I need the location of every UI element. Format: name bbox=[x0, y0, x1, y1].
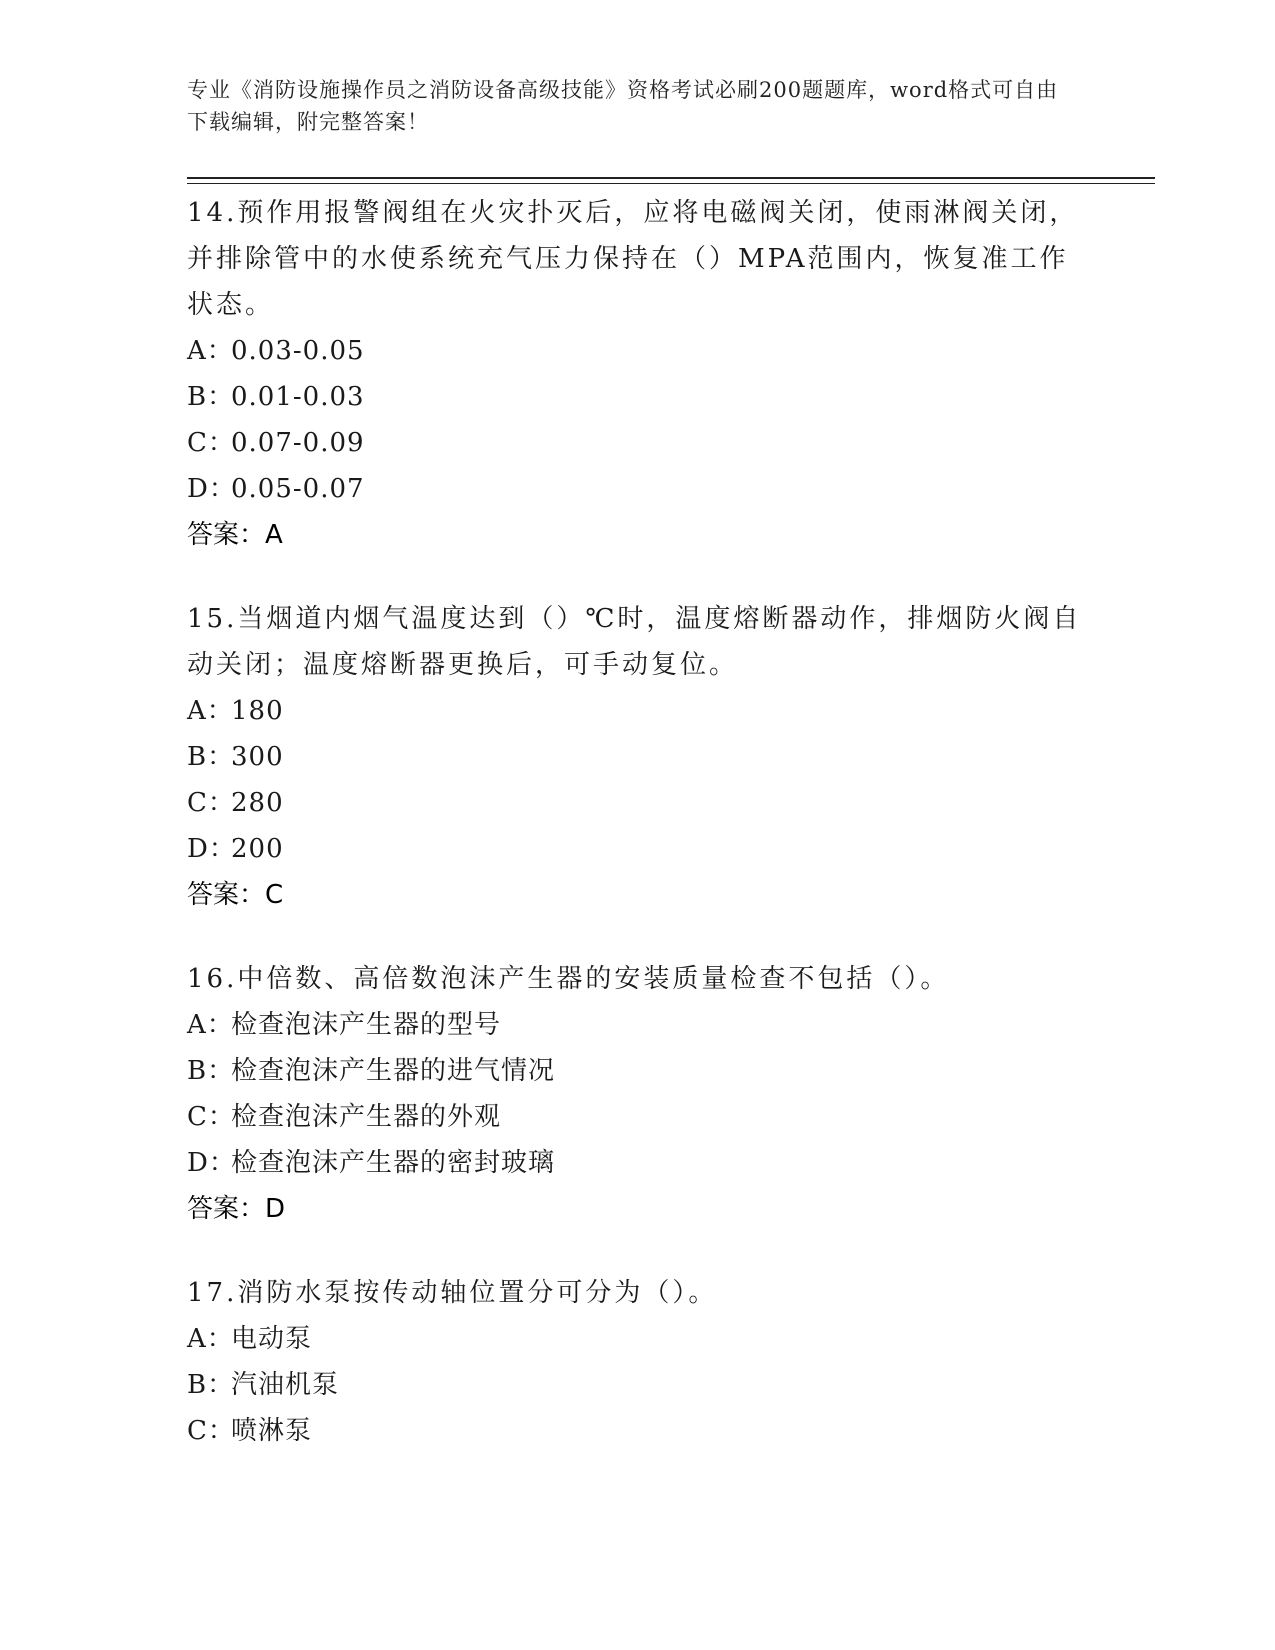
answer-line: 答案：C bbox=[187, 880, 284, 910]
option-text: 检查泡沫产生器的进气情况 bbox=[231, 1056, 556, 1086]
option-letter: B： bbox=[187, 382, 235, 412]
option-letter: B： bbox=[187, 1370, 235, 1400]
option-letter: C： bbox=[187, 1416, 235, 1446]
option-a bbox=[187, 688, 1087, 734]
option-text: 电动泵 bbox=[231, 1324, 313, 1354]
option-letter: A： bbox=[187, 1324, 234, 1354]
question-17 bbox=[187, 1270, 1087, 1454]
option-a bbox=[187, 1002, 1087, 1048]
option-d bbox=[187, 466, 1087, 512]
question-text: 17.消防水泵按传动轴位置分可分为（）。 bbox=[187, 1278, 718, 1308]
option-letter: C： bbox=[187, 788, 235, 818]
question-14 bbox=[187, 190, 1087, 558]
option-letter: A： bbox=[187, 1010, 234, 1040]
option-c bbox=[187, 780, 1087, 826]
option-letter: B： bbox=[187, 742, 235, 772]
option-a bbox=[187, 1316, 1087, 1362]
option-text: 280 bbox=[231, 788, 284, 818]
option-d bbox=[187, 826, 1087, 872]
option-c bbox=[187, 1408, 1087, 1454]
option-text: 0.01-0.03 bbox=[231, 382, 365, 412]
document-header: 专业《消防设施操作员之消防设备高级技能》资格考试必刷200题题库，word格式可自由下载编辑，附完整答案！ bbox=[187, 78, 1059, 134]
option-text: 喷淋泵 bbox=[231, 1416, 313, 1446]
question-16 bbox=[187, 956, 1087, 1232]
option-letter: D： bbox=[187, 1148, 236, 1178]
option-text: 0.07-0.09 bbox=[231, 428, 365, 458]
option-text: 0.03-0.05 bbox=[231, 336, 365, 366]
option-letter: C： bbox=[187, 428, 235, 458]
option-text: 300 bbox=[231, 742, 284, 772]
question-text: 14.预作用报警阀组在火灾扑灭后，应将电磁阀关闭，使雨淋阀关闭，并排除管中的水使系统充气压力保持在（）MPA范围内，恢复准工作状态。 bbox=[187, 198, 1079, 320]
option-letter: B： bbox=[187, 1056, 235, 1086]
question-text: 16.中倍数、高倍数泡沫产生器的安装质量检查不包括（）。 bbox=[187, 964, 950, 994]
option-text: 检查泡沫产生器的型号 bbox=[231, 1010, 502, 1040]
option-letter: D： bbox=[187, 474, 236, 504]
option-b bbox=[187, 1048, 1087, 1094]
option-text: 180 bbox=[231, 696, 284, 726]
option-letter: C： bbox=[187, 1102, 235, 1132]
header-divider-thick bbox=[187, 177, 1155, 179]
header-divider-thin bbox=[187, 183, 1155, 184]
option-text: 200 bbox=[231, 834, 284, 864]
option-b bbox=[187, 374, 1087, 420]
option-letter: A： bbox=[187, 696, 234, 726]
option-letter: D： bbox=[187, 834, 236, 864]
option-c bbox=[187, 420, 1087, 466]
option-letter: A： bbox=[187, 336, 234, 366]
option-text: 汽油机泵 bbox=[231, 1370, 340, 1400]
question-text: 15.当烟道内烟气温度达到（）℃时，温度熔断器动作，排烟防火阀自动关闭；温度熔断器更换后，可手动复位。 bbox=[187, 604, 1082, 680]
option-b bbox=[187, 1362, 1087, 1408]
option-a bbox=[187, 328, 1087, 374]
option-d bbox=[187, 1140, 1087, 1186]
question-list bbox=[187, 190, 1087, 1492]
answer-line: 答案：A bbox=[187, 520, 283, 550]
option-text: 检查泡沫产生器的密封玻璃 bbox=[231, 1148, 556, 1178]
option-c bbox=[187, 1094, 1087, 1140]
question-15 bbox=[187, 596, 1087, 918]
option-text: 检查泡沫产生器的外观 bbox=[231, 1102, 502, 1132]
option-text: 0.05-0.07 bbox=[231, 474, 365, 504]
answer-line: 答案：D bbox=[187, 1194, 286, 1224]
option-b bbox=[187, 734, 1087, 780]
